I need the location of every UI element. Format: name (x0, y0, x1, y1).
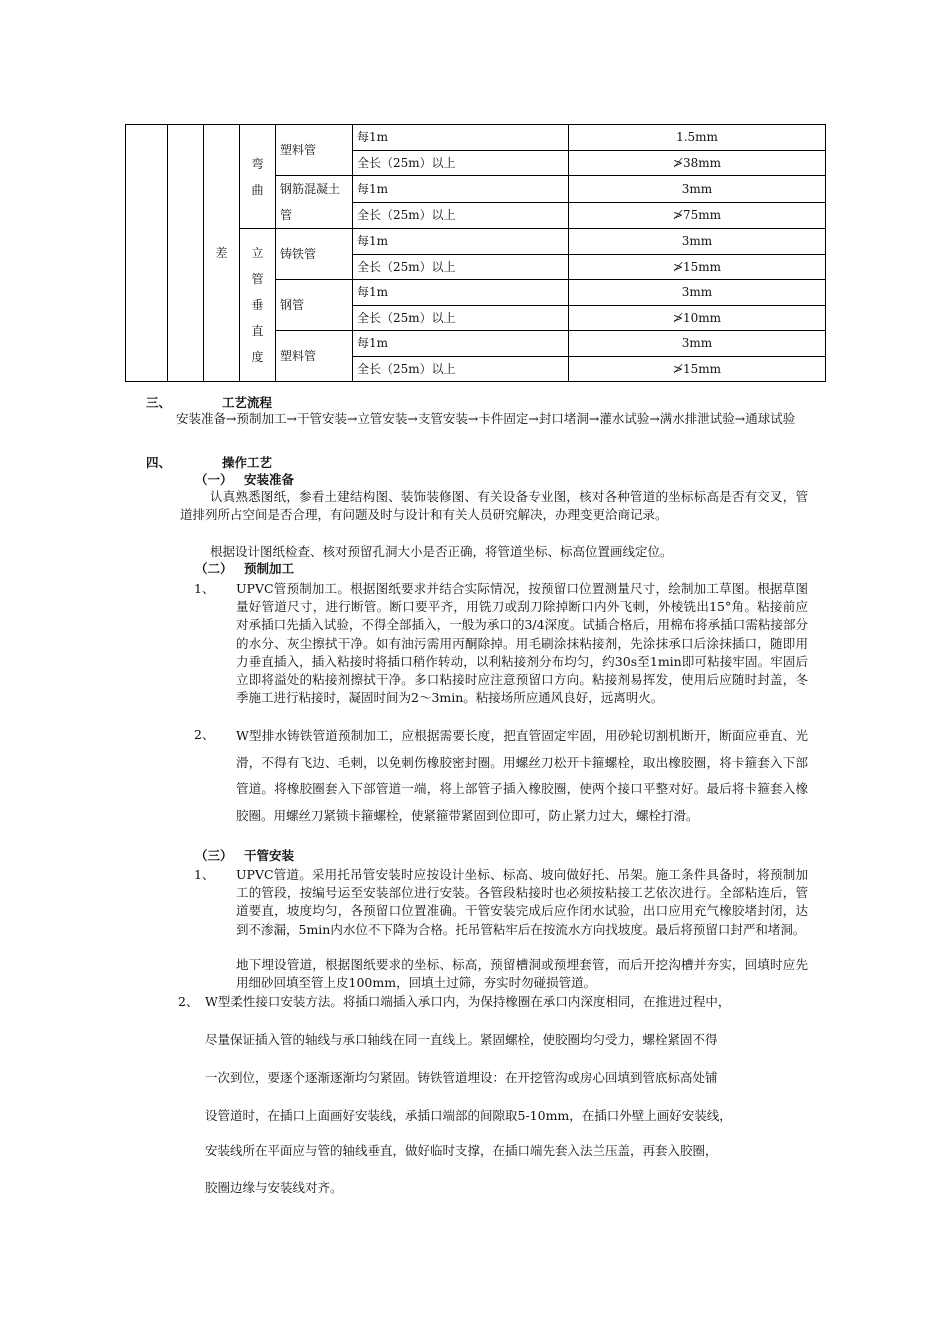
table-cell-value: 3mm (569, 229, 826, 255)
table-cell-value: 3mm (569, 331, 826, 357)
section3-flow: 安装准备→预制加工→干管安装→立管安装→支管安装→卡件固定→封口堵洞→灌水试验→满水排泄试验→通球试验 (176, 411, 796, 426)
table-cell-item: 每1m (353, 176, 569, 203)
sub3-item2-line: 一次到位，要逐个逐渐逐渐均匀紧固。铸铁管道埋设：在开挖管沟或房心回填到管底标高处铺 (205, 1070, 718, 1085)
sub2-title: 预制加工 (244, 561, 295, 576)
table-cell-item: 全长（25m）以上 (353, 202, 569, 229)
table-cell-material: 钢筋混凝土管 (276, 176, 353, 229)
table-cell-item: 全长（25m）以上 (353, 356, 569, 382)
table-cell-material: 铸铁管 (276, 229, 353, 280)
sub2-number: （二） (195, 561, 233, 576)
sub3-title: 干管安装 (244, 848, 295, 863)
sub3-item2-line: W型柔性接口安装方法。将插口端插入承口内，为保持橡圈在承口内深度相同，在推进过程中， (205, 994, 731, 1009)
sub3-item2-number: 2、 (178, 994, 199, 1009)
sub3-item1-text: UPVC管道。采用托吊管安装时应按设计坐标、标高、坡向做好托、吊架。施工条件具备时，将预制加工的管段，按编号运至安装部位进行安装。各管段粘接时也必须按粘接工艺依次进行。全部粘连后，管道要直，坡度均匀，各预留口位置准确。干管安装完成后应作闭水试验，出口应用充气橡胶堵封闭，达到不渗漏，5min内水位不下降为合格。托吊管粘牢后在按流水方向找坡度。最后将预留口封严和堵洞。 (236, 867, 808, 937)
table-cell-item: 每1m (353, 331, 569, 357)
table-cell-value: ≯15mm (569, 356, 826, 382)
section3-title: 工艺流程 (222, 395, 273, 410)
section4-title: 操作工艺 (222, 455, 273, 470)
table-cell-blank (126, 125, 168, 382)
table-cell-category: 差 (204, 125, 240, 382)
table-cell-value: ≯15mm (569, 254, 826, 280)
sub1-paragraph-1: 认真熟悉图纸，参看土建结构图、装饰装修图、有关设备专业图，核对各种管道的坐标标高是否有交叉，管道排列所占空间是否合理，有问题及时与设计和有关人员研究解决，办理变更洽商记录。 (180, 489, 808, 522)
section3-number: 三、 (146, 395, 172, 410)
sub3-item2-line: 尽量保证插入管的轴线与承口轴线在同一直线上。紧固螺栓，使胶圈均匀受力，螺栓紧固不得 (205, 1032, 718, 1047)
sub3-item2-line: 安装线所在平面应与管的轴线垂直，做好临时支撑，在插口端先套入法兰压盖，再套入胶圈， (205, 1143, 718, 1158)
tolerance-table (125, 124, 826, 382)
table-cell-value: ≯75mm (569, 202, 826, 229)
table-cell-value: ≯38mm (569, 150, 826, 176)
table-cell-vertical: 立管垂直度 (240, 229, 276, 382)
sub3-number: （三） (195, 848, 233, 863)
table-cell-blank (168, 125, 204, 382)
table-cell-material: 钢管 (276, 280, 353, 331)
section4-number: 四、 (146, 455, 172, 470)
table-cell-value: 3mm (569, 280, 826, 306)
sub3-item2-line: 胶圈边缘与安装线对齐。 (205, 1180, 343, 1195)
sub3-item1-text-b: 地下埋设管道，根据图纸要求的坐标、标高，预留槽洞或预埋套管，而后开挖沟槽并夯实，回填时应先用细砂回填至管上皮100mm，回填土过筛，夯实时勿碰损管道。 (236, 957, 808, 991)
sub1-title: 安装准备 (244, 472, 295, 487)
sub2-item2-text: W型排水铸铁管道预制加工，应根据需要长度，把直管固定牢固，用砂轮切割机断开，断面应垂直、光滑，不得有飞边、毛刺，以免刺伤橡胶密封圈。用螺丝刀松开卡箍螺栓，取出橡胶圈，将卡箍套入下部管道。将橡胶圈套入下部管道一端，将上部管子插入橡胶圈，使两个接口平整对好。最后将卡箍套入橡胶圈。用螺丝刀紧锁卡箍螺栓，使紧箍带紧固到位即可，防止紧力过大，螺栓打滑。 (236, 728, 808, 823)
sub3-item1-number: 1、 (194, 867, 215, 882)
table-cell-material: 塑料管 (276, 331, 353, 382)
sub2-item2-number: 2、 (194, 727, 215, 742)
table-cell-item: 全长（25m）以上 (353, 254, 569, 280)
table-cell-value: 3mm (569, 176, 826, 203)
table-cell-value: 1.5mm (569, 125, 826, 151)
sub2-item1-number: 1、 (194, 581, 215, 596)
table-cell-item: 每1m (353, 125, 569, 151)
sub1-number: （一） (195, 472, 233, 487)
table-cell-item: 每1m (353, 229, 569, 255)
table-cell-bend: 弯曲 (240, 125, 276, 229)
sub1-paragraph-2: 根据设计图纸检查、核对预留孔洞大小是否正确，将管道坐标、标高位置画线定位。 (210, 544, 673, 559)
table-cell-material: 塑料管 (276, 125, 353, 176)
table-cell-item: 每1m (353, 280, 569, 306)
table-cell-item: 全长（25m）以上 (353, 150, 569, 176)
sub2-item1-text: UPVC管预制加工。根据图纸要求并结合实际情况，按预留口位置测量尺寸，绘制加工草图。根据草图量好管道尺寸，进行断管。断口要平齐，用铣刀或刮刀除掉断口内外飞刺，外棱铣出15°角。粘接前应对承插口先插入试验，不得全部插入，一般为承口的3/4深度。试插合格后，用棉布将承插口需粘接部分的水分、灰尘擦拭干净。如有油污需用丙酮除掉。用毛刷涂抹粘接剂，先涂抹承口后涂抹插口，随即用力垂直插入，插入粘接时将插口稍作转动，以利粘接剂分布均匀，约30s至1min即可粘接牢固。牢固后立即将溢处的粘接剂擦拭干净。多口粘接时应注意预留口方向。粘接剂易挥发，使用后应随时封盖，冬季施工进行粘接时，凝固时间为2～3min。粘接场所应通风良好，远离明火。 (236, 581, 808, 706)
table-cell-item: 全长（25m）以上 (353, 305, 569, 331)
table-cell-value: ≯10mm (569, 305, 826, 331)
table-row (126, 125, 826, 151)
sub3-item2-line: 设管道时，在插口上面画好安装线，承插口端部的间隙取5-10mm，在插口外壁上画好安装线， (205, 1108, 732, 1123)
